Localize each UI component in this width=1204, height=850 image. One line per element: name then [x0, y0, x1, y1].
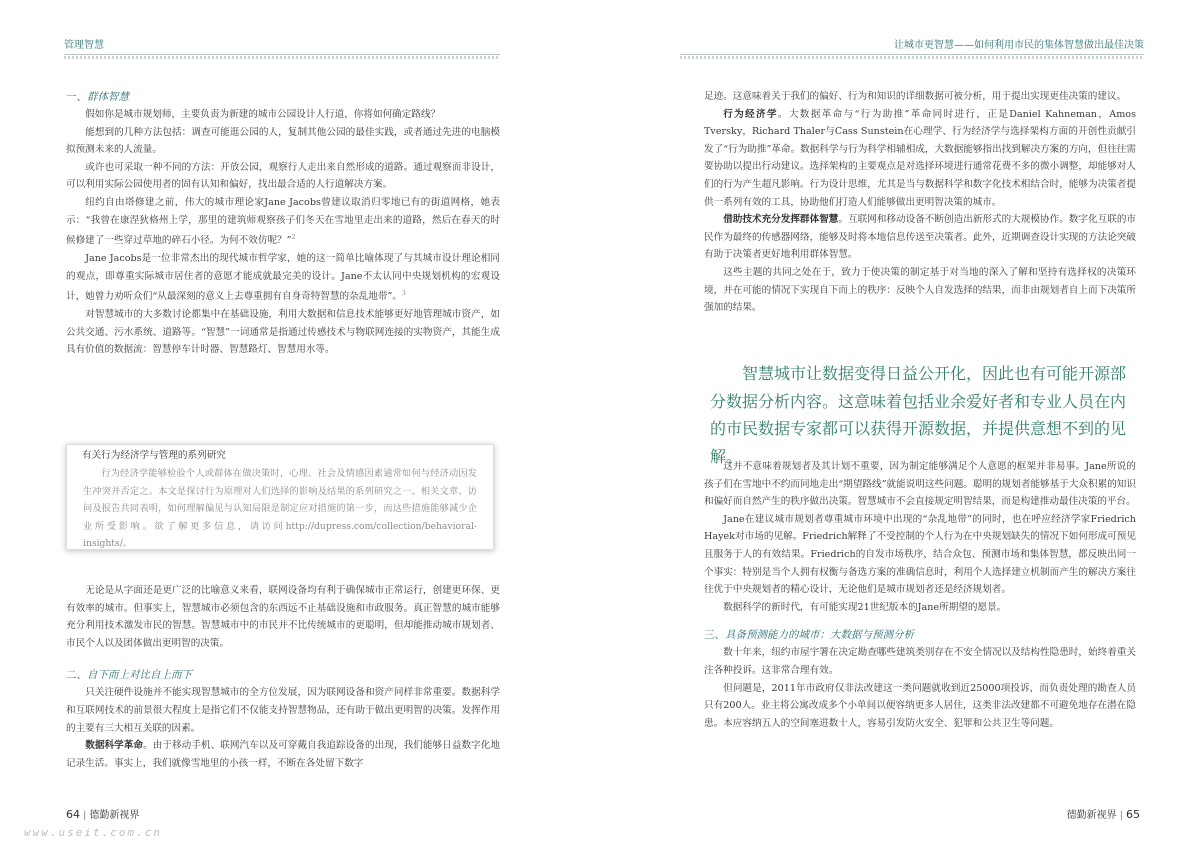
paragraph: 这些主题的共同之处在于，致力于使决策的制定基于对当地的深入了解和坚持有选择权的决策环境，并在可能的情况下实现自下而上的秩序：反映个人自发选择的结果，而非由规划者自上而下决策所强加的结果。	[704, 266, 1136, 314]
paragraph: 只关注硬件设施并不能实现智慧城市的全方位发展，因为联网设备和资产同样非常重要。数据科学和互联网技术的前景很大程度上是指它们不仅能支持智慧物品，还有助于做出更明智的决策。发挥作用的主要有三大相互关联的因素。	[66, 687, 500, 734]
paragraph: 能想到的几种方法包括：调查可能逛公园的人，复制其他公园的最佳实践，或者通过先进的电脑模拟预测未来的人流量。	[66, 126, 500, 156]
running-header-left: 管理智慧	[64, 40, 104, 51]
header-divider-right	[680, 54, 1144, 55]
footer-separator: |	[83, 810, 87, 821]
paragraph: 无论是从字面还是更广泛的比喻意义来看，联网设备均有利于确保城市正常运行，创建更环保、更有效率的城市。但事实上，智慧城市必须包含的东西远不止基础设施和市政服务。真正智慧的城市能够充分利用技术激发市民的智慧。智慧城市中的市民并不比传统城市的更聪明，但却能推动城市规划者、市民个人以及团体做出更明智的决策。	[66, 585, 500, 649]
paragraph: 足迹。这意味着关于我们的偏好、行为和知识的详细数据可被分析，用于提出实现更佳决策的建议。	[704, 91, 1127, 102]
left-column-bottom	[66, 582, 500, 772]
paragraph: 数据科学的新时代，有可能实现21世纪版本的Jane所期望的愿景。	[723, 601, 1007, 613]
footer-separator: |	[1119, 810, 1123, 821]
footer-left	[66, 806, 139, 821]
footnote-ref: 3	[402, 290, 406, 298]
footer-publication-left: 德勤新视界	[89, 810, 140, 821]
paragraph: 或许也可采取一种不同的方法：开放公园，观察行人走出来自然形成的道路。通过观察而非设计，可以利用实际公园使用者的固有认知和偏好，找出最合适的人行道解决方案。	[66, 161, 500, 191]
right-column-top	[704, 88, 1136, 317]
pull-quote: 智慧城市让数据变得日益公开化，因此也有可能开源部分数据分析内容。这意味着包括业余爱好者和专业人员在内的市民数据专家都可以获得开源数据，并提供意想不到的见解。	[710, 364, 1127, 466]
page-number-right: 65	[1126, 808, 1140, 821]
section-heading-1: 一、群体智慧	[66, 91, 129, 103]
lead-in: 行为经济学	[723, 108, 778, 120]
footer-right	[1067, 806, 1140, 821]
header-dots-right	[680, 56, 1144, 59]
footnote-ref: 2	[291, 234, 296, 242]
section-heading-2: 二、自下而上对比自上而下	[66, 669, 192, 682]
paragraph: 对智慧城市的大多数讨论都集中在基础设施，利用大数据和信息技术能够更好地管理城市资产，如公共交通、污水系统、道路等。“智慧”一词通常是指通过传感技术与物联网连接的实物资产，其能生成具有价值的数据流：智慧停车计时器、智慧路灯、智慧用水等。	[66, 308, 500, 356]
site-watermark: www.useit.com.cn	[24, 826, 162, 839]
header-dots-left	[64, 56, 500, 59]
paragraph: 纽约自由塔修建之前，伟大的城市理论家Jane Jacobs曾建议取消归零地已有的街道网格，她表示：“我曾在康涅狄格州上学，那里的建筑师观察孩子们冬天在雪地里走出来的道路，然后在春天的时候修建了一些穿过草地的碎石小径。为何不效仿呢？”$^2$	[66, 196, 500, 247]
series-sidebar-box	[66, 444, 494, 550]
paragraph: 假如你是城市规划师，主要负责为新建的城市公园设计人行道，你将如何确定路线？	[85, 109, 441, 120]
paragraph: 这并不意味着规划者及其计划不重要，因为制定能够满足个人意愿的框架并非易事。Jane所说的孩子们在雪地中不约而同地走出“期望路线”就能说明这些问题。聪明的规划者能够基于大众积累的知识和偏好而自然产生的秩序做出决策。智慧城市不会直接规定明智结果，而是构建推动最佳决策的平台。	[704, 461, 1136, 508]
header-divider-left	[64, 54, 500, 55]
sidebar-title: 有关行为经济学与管理的系列研究	[82, 450, 226, 461]
paragraph: 借助技术充分发挥群体智慧。互联网和移动设备不断创造出新形式的大规模协作。数字化互联的市民作为最终的传感器网络，能够及时将本地信息传送至决策者。此外，近期调查设计实现的方法论突破有助于决策者更好地利用群体智慧。	[704, 214, 1137, 261]
page-number-left: 64	[66, 808, 80, 821]
paragraph: 数据科学革命。由于移动手机、联网汽车以及可穿戴自我追踪设备的出现，我们能够日益数字化地记录生活。事实上，我们就像雪地里的小孩一样，不断在各处留下数字	[66, 740, 501, 769]
running-header-right: 让城市更智慧——如何利用市民的集体智慧做出最佳决策	[894, 40, 1144, 51]
right-column-bottom	[704, 458, 1136, 732]
paragraph: 数十年来，纽约市屋宇署在决定勘查哪些建筑类别存在不安全情况以及结构性隐患时，始终着重关注各种投诉。这非常合理有效。	[704, 647, 1136, 676]
lead-in: 借助技术充分发挥群体智慧	[723, 214, 839, 226]
paragraph: 但问题是，2011年市政府仅非法改建这一类问题就收到近25000项投诉，而负责处理的勘查人员只有200人。业主将公寓改成多个小单间以便容纳更多人居住，这类非法改建都不可避免地存在潜在隐患。本应容纳五人的空间塞进数十人，容易引发防火安全、犯罪和公共卫生等问题。	[704, 682, 1136, 729]
footer-publication-right: 德勤新视界	[1066, 810, 1117, 821]
left-column-top	[66, 88, 500, 359]
paragraph: Jane Jacobs是一位非常杰出的现代城市哲学家，她的这一简单比喻体现了与其城市设计理论相同的观点，即尊重实际城市居住者的意愿才能成就最完美的设计。Jane不太认同中央规划机构的宏观设计，她曾力劝听众们“从最深刻的意义上去尊重拥有自身奇特智慧的杂乱地带”。$^3$	[66, 252, 500, 303]
section-heading-3: 三、具备预测能力的城市：大数据与预测分析	[704, 629, 914, 642]
sidebar-body: 行为经济学能够检验个人或群体在做决策时，心理、社会及情感因素通常如何与经济动因发生冲突并否定之。本文是探讨行为原理对人们选择的影响及结果的系列研究之一。相关文章、访问及报告共同表明，如何理解偏见与认知局限是制定应对措施的第一步，而这些措施能够减少企业所受影响。欲了解更多信息，请访问http://dupress.com/collection/behavioral-insights/。	[83, 468, 477, 550]
paragraph: 行为经济学。大数据革命与“行为助推”革命同时进行，正是Daniel Kahneman，Amos Tversky，Richard Thaler与Cass Sunstein在心理学、行为经济学与选择架构方面的开创性贡献引发了“行为助推”革命。数据科学与行为科学相辅相成，大数据能够指出找到解决方案的方向，但往往需要协助以提出行动建议。选择架构的主要观点是对选择环境进行通常花费不多的微小调整，却能够对人们的行为产生超凡影响。行为设计思维，尤其是当与数据科学和数字化技术相结合时，能够为决策者提供一系列有效的工具，协助他们打造人们能够做出更明智决策的城市。	[704, 108, 1137, 208]
lead-in: 数据科学革命	[85, 740, 144, 752]
paragraph: Jane在建议城市规划者尊重城市环境中出现的“杂乱地带”的同时，也在呼应经济学家Friedrich Hayek对市场的见解。Friedrich解释了不受控制的个人行为在中央规划缺失的情况下如何形成可预见且服务于人的有效结果。Friedrich的自发市场秩序，结合众包、预测市场和集体智慧，都反映出同一个事实：特别是当个人拥有权衡与备选方案的准确信息时，利用个人选择建立机制而产生的解决方案往往优于中央规划者的精心设计，无论他们是城市规划者还是经济规划者。	[704, 513, 1136, 596]
